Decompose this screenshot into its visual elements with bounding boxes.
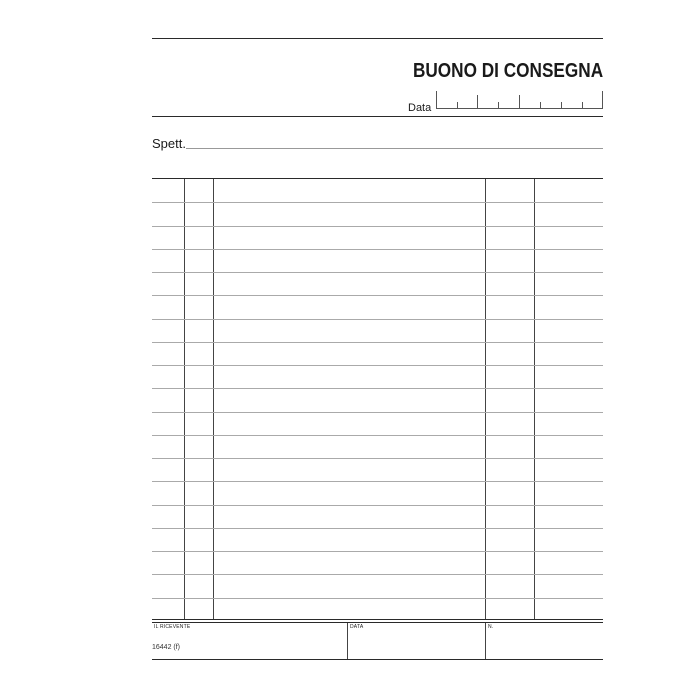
table-row-line <box>152 505 603 506</box>
items-table <box>152 178 603 620</box>
footer-date-label: DATA <box>350 624 364 630</box>
table-row-line <box>152 388 603 389</box>
table-row-line <box>152 551 603 552</box>
table-row-line <box>152 528 603 529</box>
number-cell[interactable] <box>486 623 603 659</box>
table-row-line <box>152 202 603 203</box>
column-divider <box>184 179 185 619</box>
column-divider <box>213 179 214 619</box>
table-row-line <box>152 458 603 459</box>
table-row-line <box>152 319 603 320</box>
recipient-label: Spett. <box>152 136 186 151</box>
receiver-cell[interactable] <box>152 623 347 659</box>
table-row-line <box>152 481 603 482</box>
recipient-field[interactable] <box>186 148 603 149</box>
header-rule <box>152 116 603 117</box>
number-label: N. <box>488 624 494 630</box>
table-row-line <box>152 295 603 296</box>
table-row-line <box>152 412 603 413</box>
form-code: 16442 (f) <box>152 644 181 651</box>
date-label: Data <box>408 102 432 114</box>
table-row-line <box>152 574 603 575</box>
column-divider <box>534 179 535 619</box>
table-row-line <box>152 365 603 366</box>
column-divider <box>485 179 486 619</box>
signature-footer <box>152 622 603 660</box>
document-title: BUONO DI CONSEGNA <box>412 60 603 82</box>
table-row-line <box>152 249 603 250</box>
delivery-note-form <box>152 38 603 662</box>
footer-date-cell[interactable] <box>348 623 485 659</box>
date-field[interactable] <box>436 91 603 109</box>
table-row-line <box>152 435 603 436</box>
table-row-line <box>152 342 603 343</box>
table-row-line <box>152 598 603 599</box>
table-row-line <box>152 272 603 273</box>
table-row-line <box>152 226 603 227</box>
receiver-label: IL RICEVENTE <box>154 624 191 630</box>
top-rule <box>152 38 603 39</box>
